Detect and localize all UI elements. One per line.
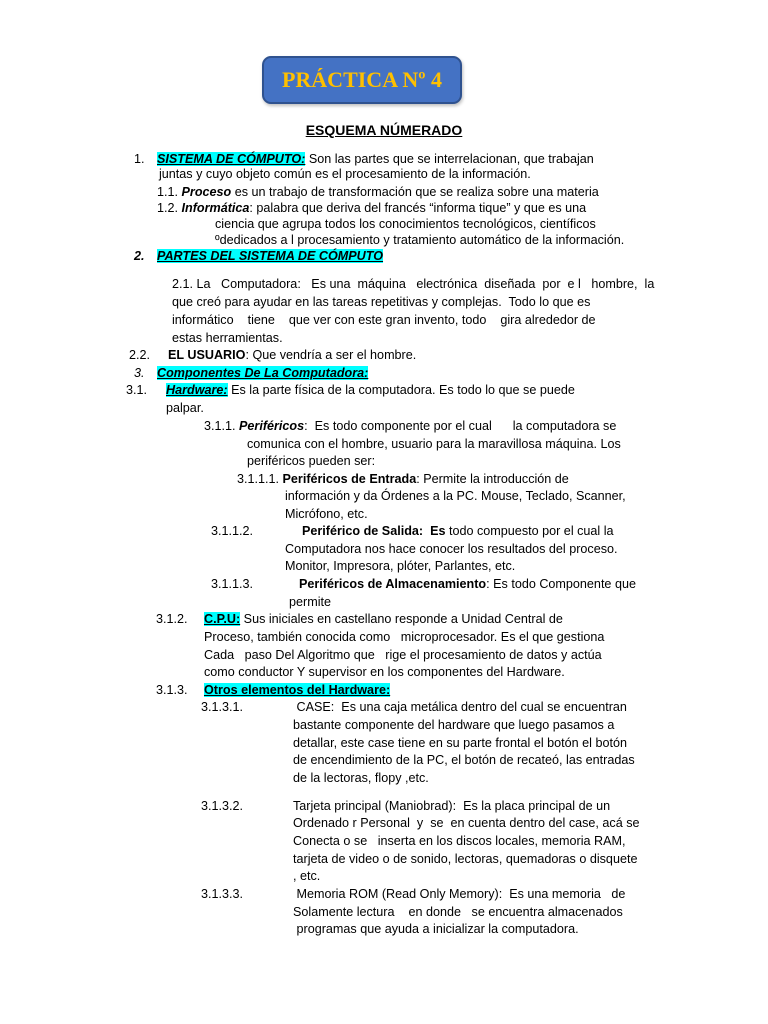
item-2-number: 2. (134, 249, 145, 263)
item-3-number: 3. (134, 366, 145, 380)
item-3-label: Componentes De La Computadora: (157, 366, 369, 380)
item-3-1-3-label: Otros elementos del Hardware: (204, 683, 391, 697)
item-3-1-1-3-label: Periféricos de Almacenamiento (299, 577, 487, 591)
item-3-1-1-2-label: Periférico de Salida: Es (302, 524, 446, 538)
item-3-1-label: Hardware: (166, 383, 228, 397)
item-3-1-1-2-text-2: Computadora nos hace conocer los resultados del proceso. (285, 542, 618, 556)
title-box (262, 56, 462, 104)
item-3-1-1-3-text: : Es todo Componente que (486, 577, 636, 591)
item-1-2-line (157, 200, 586, 217)
item-3-1-1-text-2: comunica con el hombre, usuario para la maravillosa máquina. Los (247, 437, 621, 451)
item-3-1-3-2-text-4: tarjeta de video o de sonido, lectoras, quemadoras o disquete (293, 852, 638, 866)
item-1-text-2: juntas y cuyo objeto común es el procesamiento de la información. (159, 167, 531, 181)
item-2-2-label: EL USUARIO (168, 348, 246, 362)
item-3-1-3-2-text-5: , etc. (293, 869, 321, 883)
item-3-1-1-3-number: 3.1.1.3. (211, 577, 254, 591)
item-3-1-3-line (204, 682, 390, 699)
item-1-2-text-2: ciencia que agrupa todos los conocimientos tecnológicos, científicos (215, 217, 596, 231)
item-3-1-3-1-text-5: de la lectoras, flopy ,etc. (293, 771, 429, 785)
item-1-number: 1. (134, 152, 145, 166)
item-3-1-1-2-text: todo compuesto por el cual la (445, 524, 614, 538)
item-3-1-1-3-text-2: permite (289, 595, 331, 609)
item-3-1-3-2-text-1: Tarjeta principal (Maniobrad): Es la placa principal de un (293, 799, 611, 813)
item-1-1-label: Proceso (181, 185, 232, 199)
item-3-1-number: 3.1. (126, 383, 148, 397)
item-1-2-number: 1.2. (157, 201, 182, 215)
item-2-1-text-4: estas herramientas. (172, 331, 283, 345)
item-3-1-2-text-2: Proceso, también conocida como microprocesador. Es el que gestiona (204, 630, 605, 644)
item-3-1-3-2-text-2: Ordenado r Personal y se en cuenta dentro del case, acá se (293, 816, 640, 830)
item-3-1-2-label: C.P.U: (204, 612, 241, 626)
item-3-1-1-number: 3.1.1. (204, 419, 240, 433)
item-2-line (157, 248, 383, 265)
item-1-1-line (157, 184, 599, 201)
item-3-1-1-text-3: periféricos pueden ser: (247, 454, 376, 468)
item-3-1-3-1-text-2: bastante componente del hardware que luego pasamos a (293, 718, 615, 732)
item-3-line (157, 365, 368, 382)
item-3-1-1-1-text: : Permite la introducción de (416, 472, 569, 486)
item-3-1-2-line (204, 611, 563, 628)
item-3-1-2-text: Sus iniciales en castellano responde a Unidad Central de (240, 612, 563, 626)
item-3-1-3-1-text-3: detallar, este case tiene en su parte frontal el botón el botón (293, 736, 627, 750)
item-2-2-text: : Que vendría a ser el hombre. (245, 348, 417, 362)
item-3-1-3-3-number: 3.1.3.3. (201, 887, 244, 901)
item-3-1-3-3-text-1: Memoria ROM (Read Only Memory): Es una memoria de (293, 887, 626, 901)
item-1-2-label: Informática (181, 201, 250, 215)
item-2-1-text-2: que creó para ayudar en las tareas repetitivas y complejas. Todo lo que es (172, 295, 591, 309)
item-3-1-2-text-3: Cada paso Del Algoritmo que rige el procesamiento de datos y actúa (204, 648, 602, 662)
item-3-1-3-1-text-1: CASE: Es una caja metálica dentro del cual se encuentran (293, 700, 627, 714)
item-3-1-1-2-line (302, 523, 614, 540)
item-3-1-3-2-text-3: Conecta o se inserta en los discos locales, memoria RAM, (293, 834, 626, 848)
item-1-2-text: : palabra que deriva del francés “informa tique” y que es una (249, 201, 587, 215)
item-3-1-text-2: palpar. (166, 401, 204, 415)
item-3-1-1-label: Periféricos (239, 419, 305, 433)
item-2-1-text-3: informático tiene que ver con este gran invento, todo gira alrededor de (172, 313, 596, 327)
item-1-1-number: 1.1. (157, 185, 182, 199)
item-3-1-text: Es la parte física de la computadora. Es todo lo que se puede (227, 383, 575, 397)
item-3-1-3-1-number: 3.1.3.1. (201, 700, 244, 714)
item-3-1-1-2-number: 3.1.1.2. (211, 524, 254, 538)
item-3-1-line (166, 382, 575, 399)
item-3-1-3-3-text-2: Solamente lectura en donde se encuentra almacenados (293, 905, 623, 919)
item-3-1-2-number: 3.1.2. (156, 612, 188, 626)
item-1-label: SISTEMA DE CÓMPUTO: (157, 152, 306, 166)
item-2-1-text-1: 2.1. La Computadora: Es una máquina electrónica diseñada por e l hombre, la (172, 277, 655, 291)
item-3-1-1-text: : Es todo componente por el cual la computadora se (304, 419, 617, 433)
item-3-1-1-1-line (237, 471, 569, 488)
item-3-1-1-1-text-2: información y da Órdenes a la PC. Mouse, Teclado, Scanner, (285, 489, 626, 503)
item-3-1-3-3-text-3: programas que ayuda a inicializar la computadora. (293, 922, 579, 936)
item-2-2-line (168, 347, 416, 364)
item-2-2-number: 2.2. (129, 348, 151, 362)
item-3-1-1-3-line (299, 576, 636, 593)
item-3-1-3-1-text-4: de encendimiento de la PC, el botón de recateó, las entradas (293, 753, 635, 767)
item-3-1-3-2-number: 3.1.3.2. (201, 799, 244, 813)
item-3-1-2-text-4: como conductor Y supervisor en los componentes del Hardware. (204, 665, 565, 679)
item-3-1-1-1-label: Periféricos de Entrada (282, 472, 417, 486)
item-1-text: Son las partes que se interrelacionan, que trabajan (305, 152, 594, 166)
item-3-1-1-1-text-3: Micrófono, etc. (285, 507, 368, 521)
item-2-label: PARTES DEL SISTEMA DE CÓMPUTO (157, 249, 384, 263)
item-3-1-3-number: 3.1.3. (156, 683, 188, 697)
item-3-1-1-line (204, 418, 616, 435)
item-1-2-text-3: ºdedicados a l procesamiento y tratamiento automático de la información. (215, 233, 625, 247)
item-3-1-1-2-text-3: Monitor, Impresora, plóter, Parlantes, etc. (285, 559, 516, 573)
item-3-1-1-1-number: 3.1.1.1. (237, 472, 283, 486)
item-1-1-text: es un trabajo de transformación que se realiza sobre una materia (231, 185, 599, 199)
page-subtitle: ESQUEMA NÚMERADO (305, 122, 463, 138)
page-title: PRÁCTICA Nº 4 (281, 67, 443, 92)
